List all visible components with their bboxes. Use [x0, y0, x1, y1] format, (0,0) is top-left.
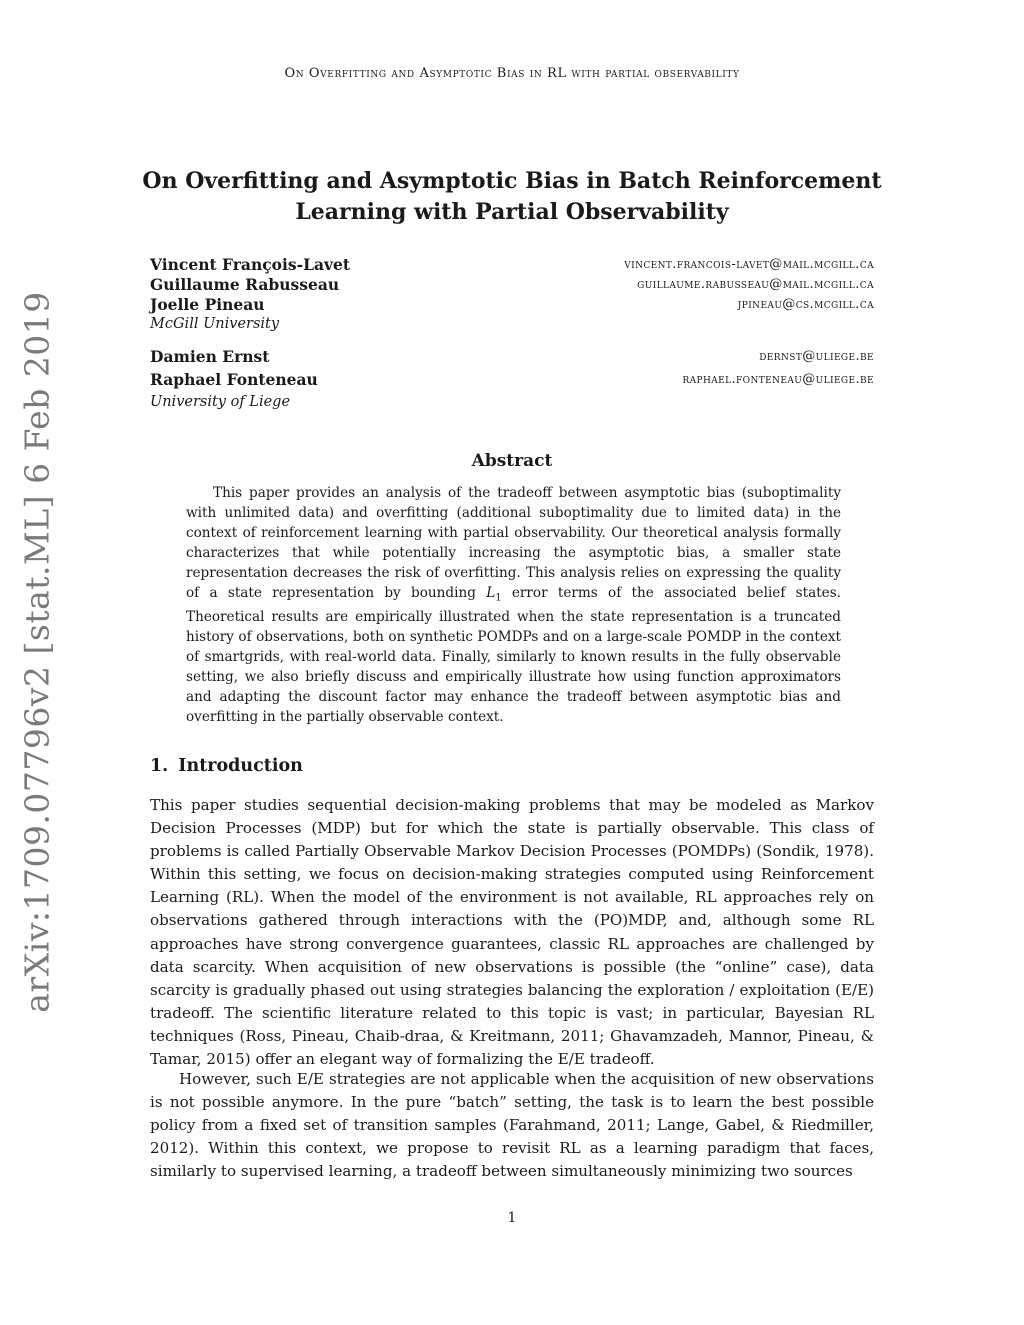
- affiliation-liege: University of Liege: [150, 394, 291, 410]
- title-line-2: Learning with Partial Observability: [295, 199, 729, 225]
- intro-paragraph-2: However, such E/E strategies are not applicable when the acquisition of new observations is not possible anymore. In the pure “batch” setting, the task is to learn the best possible policy from a fixed set of transition samples (Farahmand, 2011; Lange, Gabel, & Riedmiller, 2012). Within this context, we propose to revisit RL as a learning paradigm that faces, similarly to supervised learning, a tradeoff between simultaneously minimizing two sources: [150, 1070, 874, 1181]
- author-name: Joelle Pineau: [150, 295, 265, 314]
- author-email: vincent.francois-lavet@mail.mcgill.ca: [624, 257, 874, 272]
- author-name: Damien Ernst: [150, 347, 270, 366]
- author-row: [150, 295, 874, 315]
- arxiv-identifier: arXiv:1709.07796v2 [stat.ML] 6 Feb 2019: [17, 291, 57, 1013]
- title-line-1: On Overfitting and Asymptotic Bias in Batch Reinforcement: [142, 168, 882, 194]
- running-head: On Overfitting and Asymptotic Bias in RL with partial observability: [284, 66, 740, 81]
- section-title: Introduction: [178, 756, 303, 776]
- author-name: Vincent François-Lavet: [150, 255, 351, 274]
- author-email: raphael.fonteneau@uliege.be: [682, 372, 874, 387]
- abstract-math-subscript: 1: [495, 592, 502, 604]
- abstract-heading: Abstract: [471, 451, 553, 471]
- section-heading: [150, 756, 303, 776]
- author-row: [150, 347, 874, 367]
- paper-title: [100, 166, 924, 228]
- author-name: Guillaume Rabusseau: [150, 275, 340, 294]
- abstract-math-symbol: L: [486, 584, 496, 601]
- author-row: [150, 370, 874, 390]
- author-email: dernst@uliege.be: [759, 349, 874, 364]
- author-row: [150, 275, 874, 295]
- author-email: jpineau@cs.mcgill.ca: [737, 297, 874, 312]
- abstract-text: [186, 484, 841, 728]
- author-email: guillaume.rabusseau@mail.mcgill.ca: [637, 277, 874, 292]
- abstract-text-part1: This paper provides an analysis of the tradeoff between asymptotic bias (suboptimality with unlimited data) and overfitting (additional suboptimality due to limited data) in the context of reinforcement learning with partial observability. Our theoretical analysis formally characterizes that while potentially increasing the asymptotic bias, a smaller state representation decreases the risk of overfitting. This analysis relies on expressing the quality of a state representation by bounding: [186, 485, 841, 601]
- abstract-text-part2: error terms of the associated belief states. Theoretical results are empirically illustrated when the state representation is a truncated history of observations, both on synthetic POMDPs and on a large-scale POMDP in the context of smartgrids, with real-world data. Finally, similarly to known results in the fully observable setting, we also briefly discuss and empirically illustrate how using function approximators and adapting the discount factor may enhance the tradeoff between asymptotic bias and overfitting in the partially observable context.: [186, 584, 841, 725]
- author-name: Raphael Fonteneau: [150, 370, 318, 389]
- section-number: 1.: [150, 756, 169, 776]
- author-row: [150, 255, 874, 275]
- intro-paragraph-1: This paper studies sequential decision-making problems that may be modeled as Markov Decision Processes (MDP) but for which the state is partially observable. This class of problems is called Partially Observable Markov Decision Processes (POMDPs) (Sondik, 1978). Within this setting, we focus on decision-making strategies computed using Reinforcement Learning (RL). When the model of the environment is not available, RL approaches rely on observations gathered through interactions with the (PO)MDP, and, although some RL approaches have strong convergence guarantees, classic RL approaches are challenged by data scarcity. When acquisition of new observations is possible (the “online” case), data scarcity is gradually phased out using strategies balancing the exploration / exploitation (E/E) tradeoff. The scientific literature related to this topic is vast; in particular, Bayesian RL techniques (Ross, Pineau, Chaib-draa, & Kreitmann, 2011; Ghavamzadeh, Mannor, Pineau, & Tamar, 2015) offer an elegant way of formalizing the E/E tradeoff.: [150, 796, 874, 1069]
- affiliation-mcgill: McGill University: [150, 316, 280, 332]
- page-number: 1: [507, 1210, 517, 1226]
